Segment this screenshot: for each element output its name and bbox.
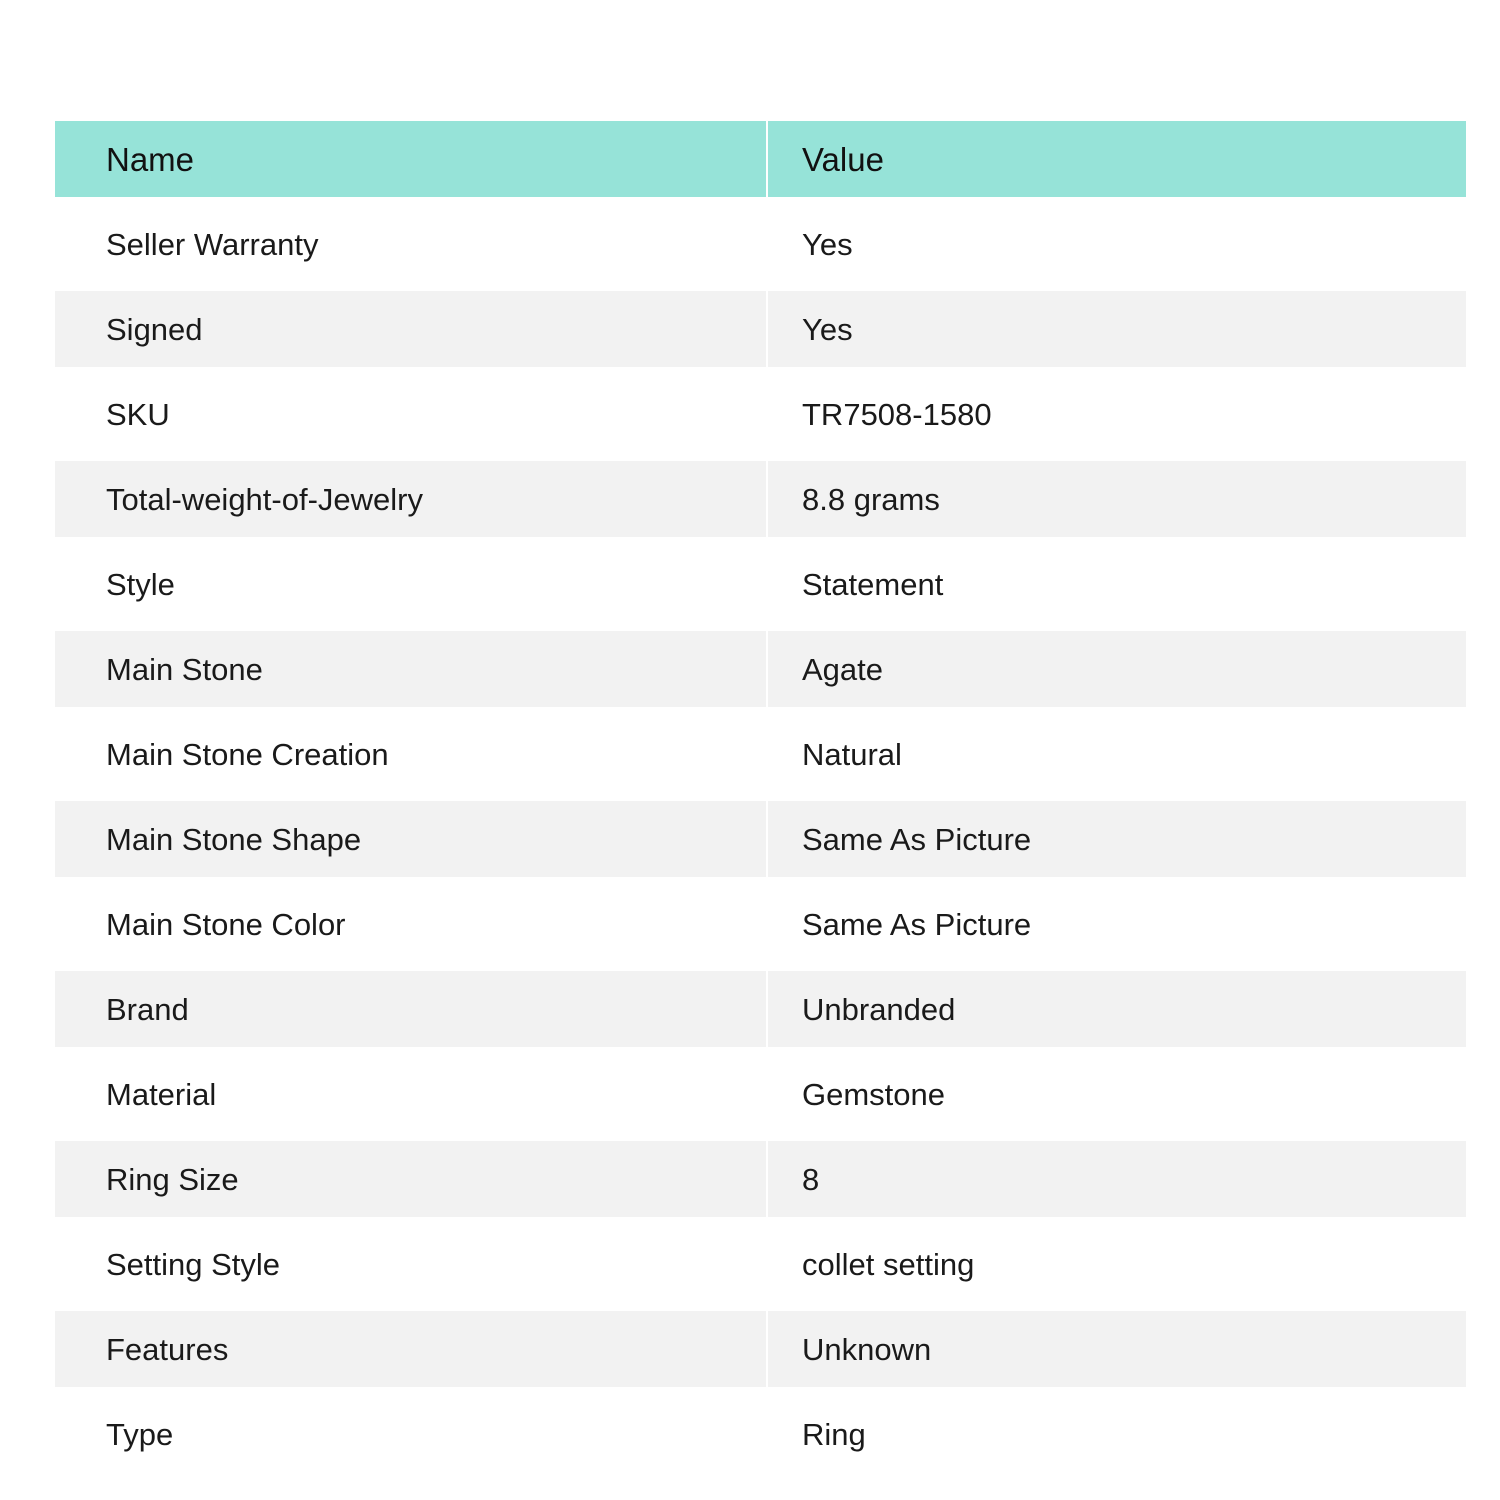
table-row	[55, 1047, 1466, 1141]
row-name: Style	[55, 537, 766, 631]
row-value: Agate	[768, 631, 1466, 707]
column-header-name: Name	[55, 121, 766, 197]
row-value: Unbranded	[768, 971, 1466, 1047]
table-row	[55, 1217, 1466, 1311]
row-name: Main Stone	[55, 631, 766, 707]
row-name: Type	[55, 1387, 766, 1481]
table-row	[55, 631, 1466, 707]
row-name: Main Stone Creation	[55, 707, 766, 801]
table-row	[55, 971, 1466, 1047]
row-value: Statement	[768, 537, 1466, 631]
table-row	[55, 461, 1466, 537]
table-row	[55, 707, 1466, 801]
row-value: collet setting	[768, 1217, 1466, 1311]
row-name: Main Stone Color	[55, 877, 766, 971]
table-row	[55, 1141, 1466, 1217]
table-row	[55, 877, 1466, 971]
column-header-value: Value	[768, 121, 1466, 197]
row-value: Yes	[768, 291, 1466, 367]
row-name: Seller Warranty	[55, 197, 766, 291]
row-value: 8.8 grams	[768, 461, 1466, 537]
row-value: Natural	[768, 707, 1466, 801]
row-value: Gemstone	[768, 1047, 1466, 1141]
row-value: Same As Picture	[768, 877, 1466, 971]
table-row	[55, 367, 1466, 461]
row-value: Ring	[768, 1387, 1466, 1481]
row-name: Setting Style	[55, 1217, 766, 1311]
row-value: Unknown	[768, 1311, 1466, 1387]
table-row	[55, 537, 1466, 631]
row-value: Yes	[768, 197, 1466, 291]
table-row	[55, 1387, 1466, 1481]
row-value: 8	[768, 1141, 1466, 1217]
table-row	[55, 801, 1466, 877]
row-name: SKU	[55, 367, 766, 461]
row-name: Features	[55, 1311, 766, 1387]
row-name: Brand	[55, 971, 766, 1047]
item-specifics-table	[55, 121, 1466, 1481]
table-row	[55, 1311, 1466, 1387]
table-row	[55, 197, 1466, 291]
row-name: Material	[55, 1047, 766, 1141]
row-value: TR7508-1580	[768, 367, 1466, 461]
table-row	[55, 291, 1466, 367]
row-value: Same As Picture	[768, 801, 1466, 877]
row-name: Main Stone Shape	[55, 801, 766, 877]
row-name: Signed	[55, 291, 766, 367]
row-name: Total-weight-of-Jewelry	[55, 461, 766, 537]
table-header-row	[55, 121, 1466, 197]
row-name: Ring Size	[55, 1141, 766, 1217]
